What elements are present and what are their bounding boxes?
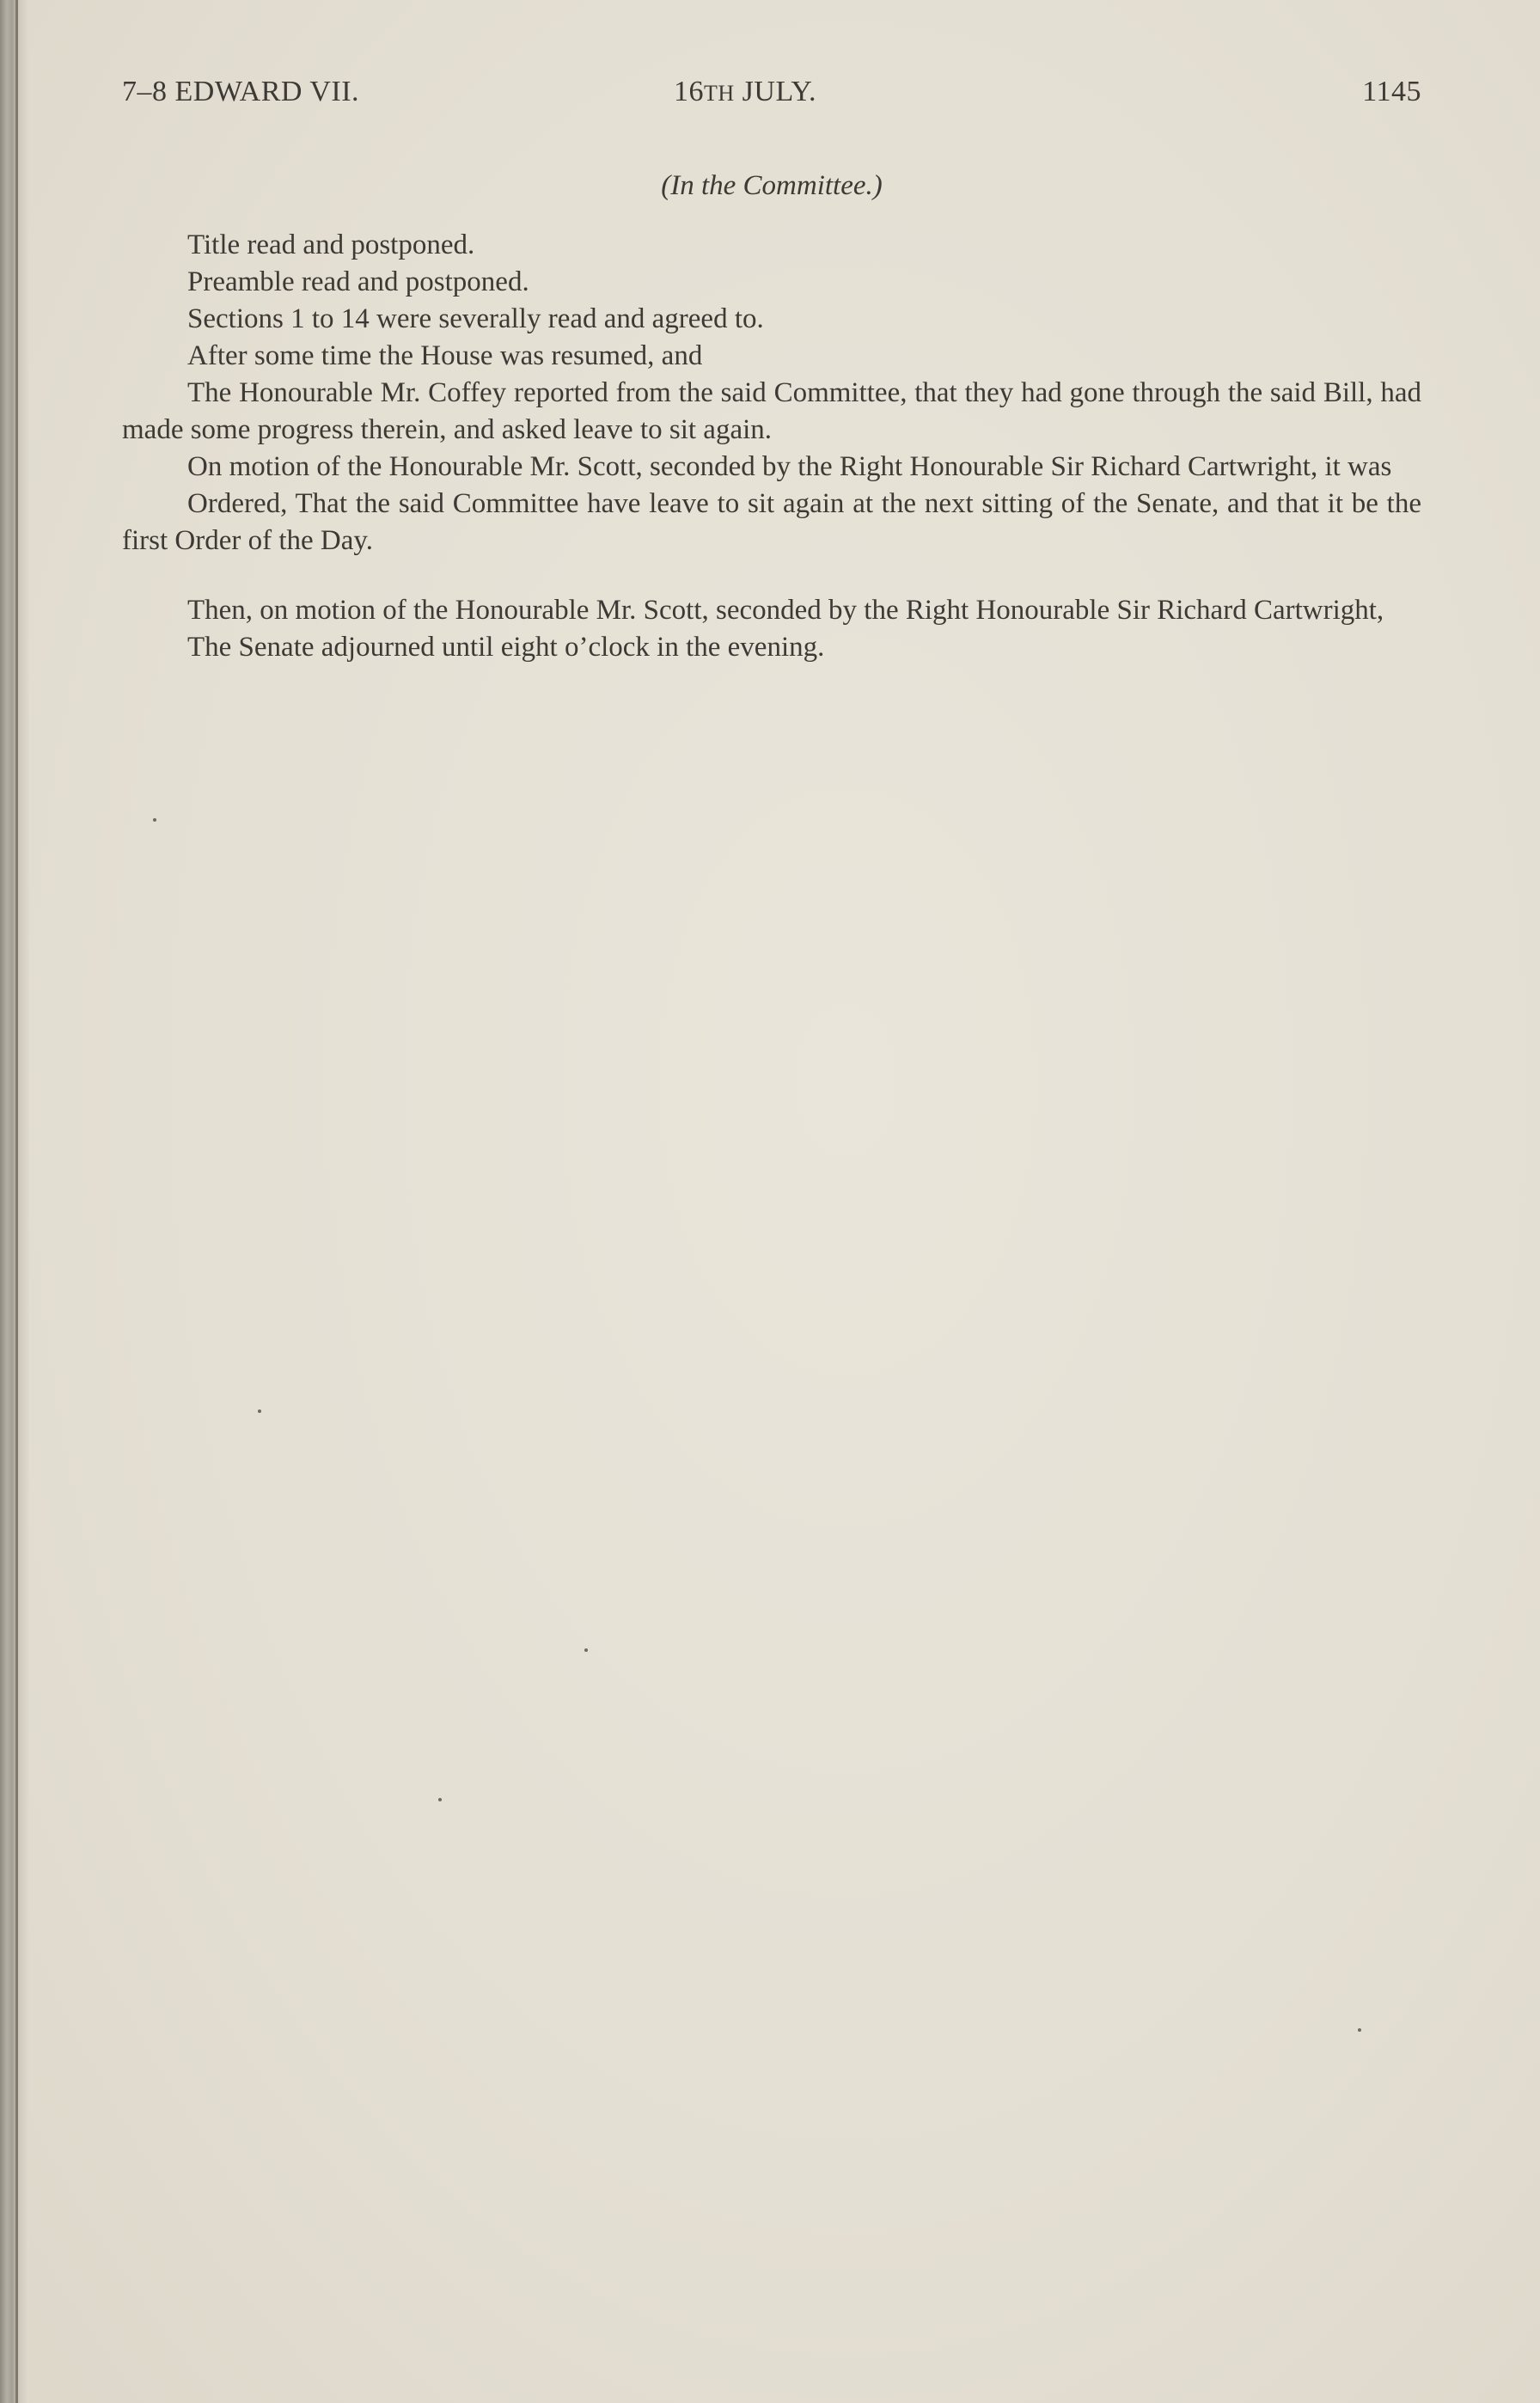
paragraph-house-resumed: After some time the House was resumed, and xyxy=(187,340,703,371)
header-date xyxy=(674,76,816,108)
paragraph-senate-adjourned: The Senate adjourned until eight o’clock in the evening. xyxy=(187,632,825,663)
header-date-suffix: TH xyxy=(704,81,735,106)
header-session: 7–8 EDWARD VII. xyxy=(122,76,360,107)
paragraph-adjournment-motion: Then, on motion of the Honourable Mr. Scott, seconded by the Right Honourable Sir Richard Cartwright, xyxy=(187,595,1384,626)
header-date-month: JULY. xyxy=(734,76,816,107)
body-text xyxy=(122,227,1421,666)
paragraph-gap xyxy=(122,559,1421,592)
header-date-day: 16 xyxy=(674,76,704,107)
paragraph-ordered: Ordered, That the said Committee have leave to sit again at the next sitting of the Senate, and that it be the first Order of the Day. xyxy=(122,488,1421,556)
paragraph-title: Title read and postponed. xyxy=(187,229,475,260)
section-heading: (In the Committee.) xyxy=(661,170,883,201)
paragraph-sections: Sections 1 to 14 were severally read and agreed to. xyxy=(187,303,764,334)
page-binding-edge xyxy=(0,0,29,2403)
binding-line xyxy=(15,0,18,2403)
paragraph-motion: On motion of the Honourable Mr. Scott, seconded by the Right Honourable Sir Richard Cartwright, it was xyxy=(187,451,1392,482)
paragraph-committee-report: The Honourable Mr. Coffey reported from the said Committee, that they had gone through the said Bill, had made some progress therein, and asked leave to sit again. xyxy=(122,377,1421,445)
paper-speck xyxy=(438,1798,442,1801)
paper-speck xyxy=(584,1648,588,1652)
paper-speck xyxy=(153,818,156,822)
paper-speck xyxy=(1358,2028,1361,2032)
paper-speck xyxy=(258,1409,261,1413)
paragraph-preamble: Preamble read and postponed. xyxy=(187,266,529,297)
page-number: 1145 xyxy=(1362,76,1421,107)
running-header xyxy=(122,76,1421,113)
